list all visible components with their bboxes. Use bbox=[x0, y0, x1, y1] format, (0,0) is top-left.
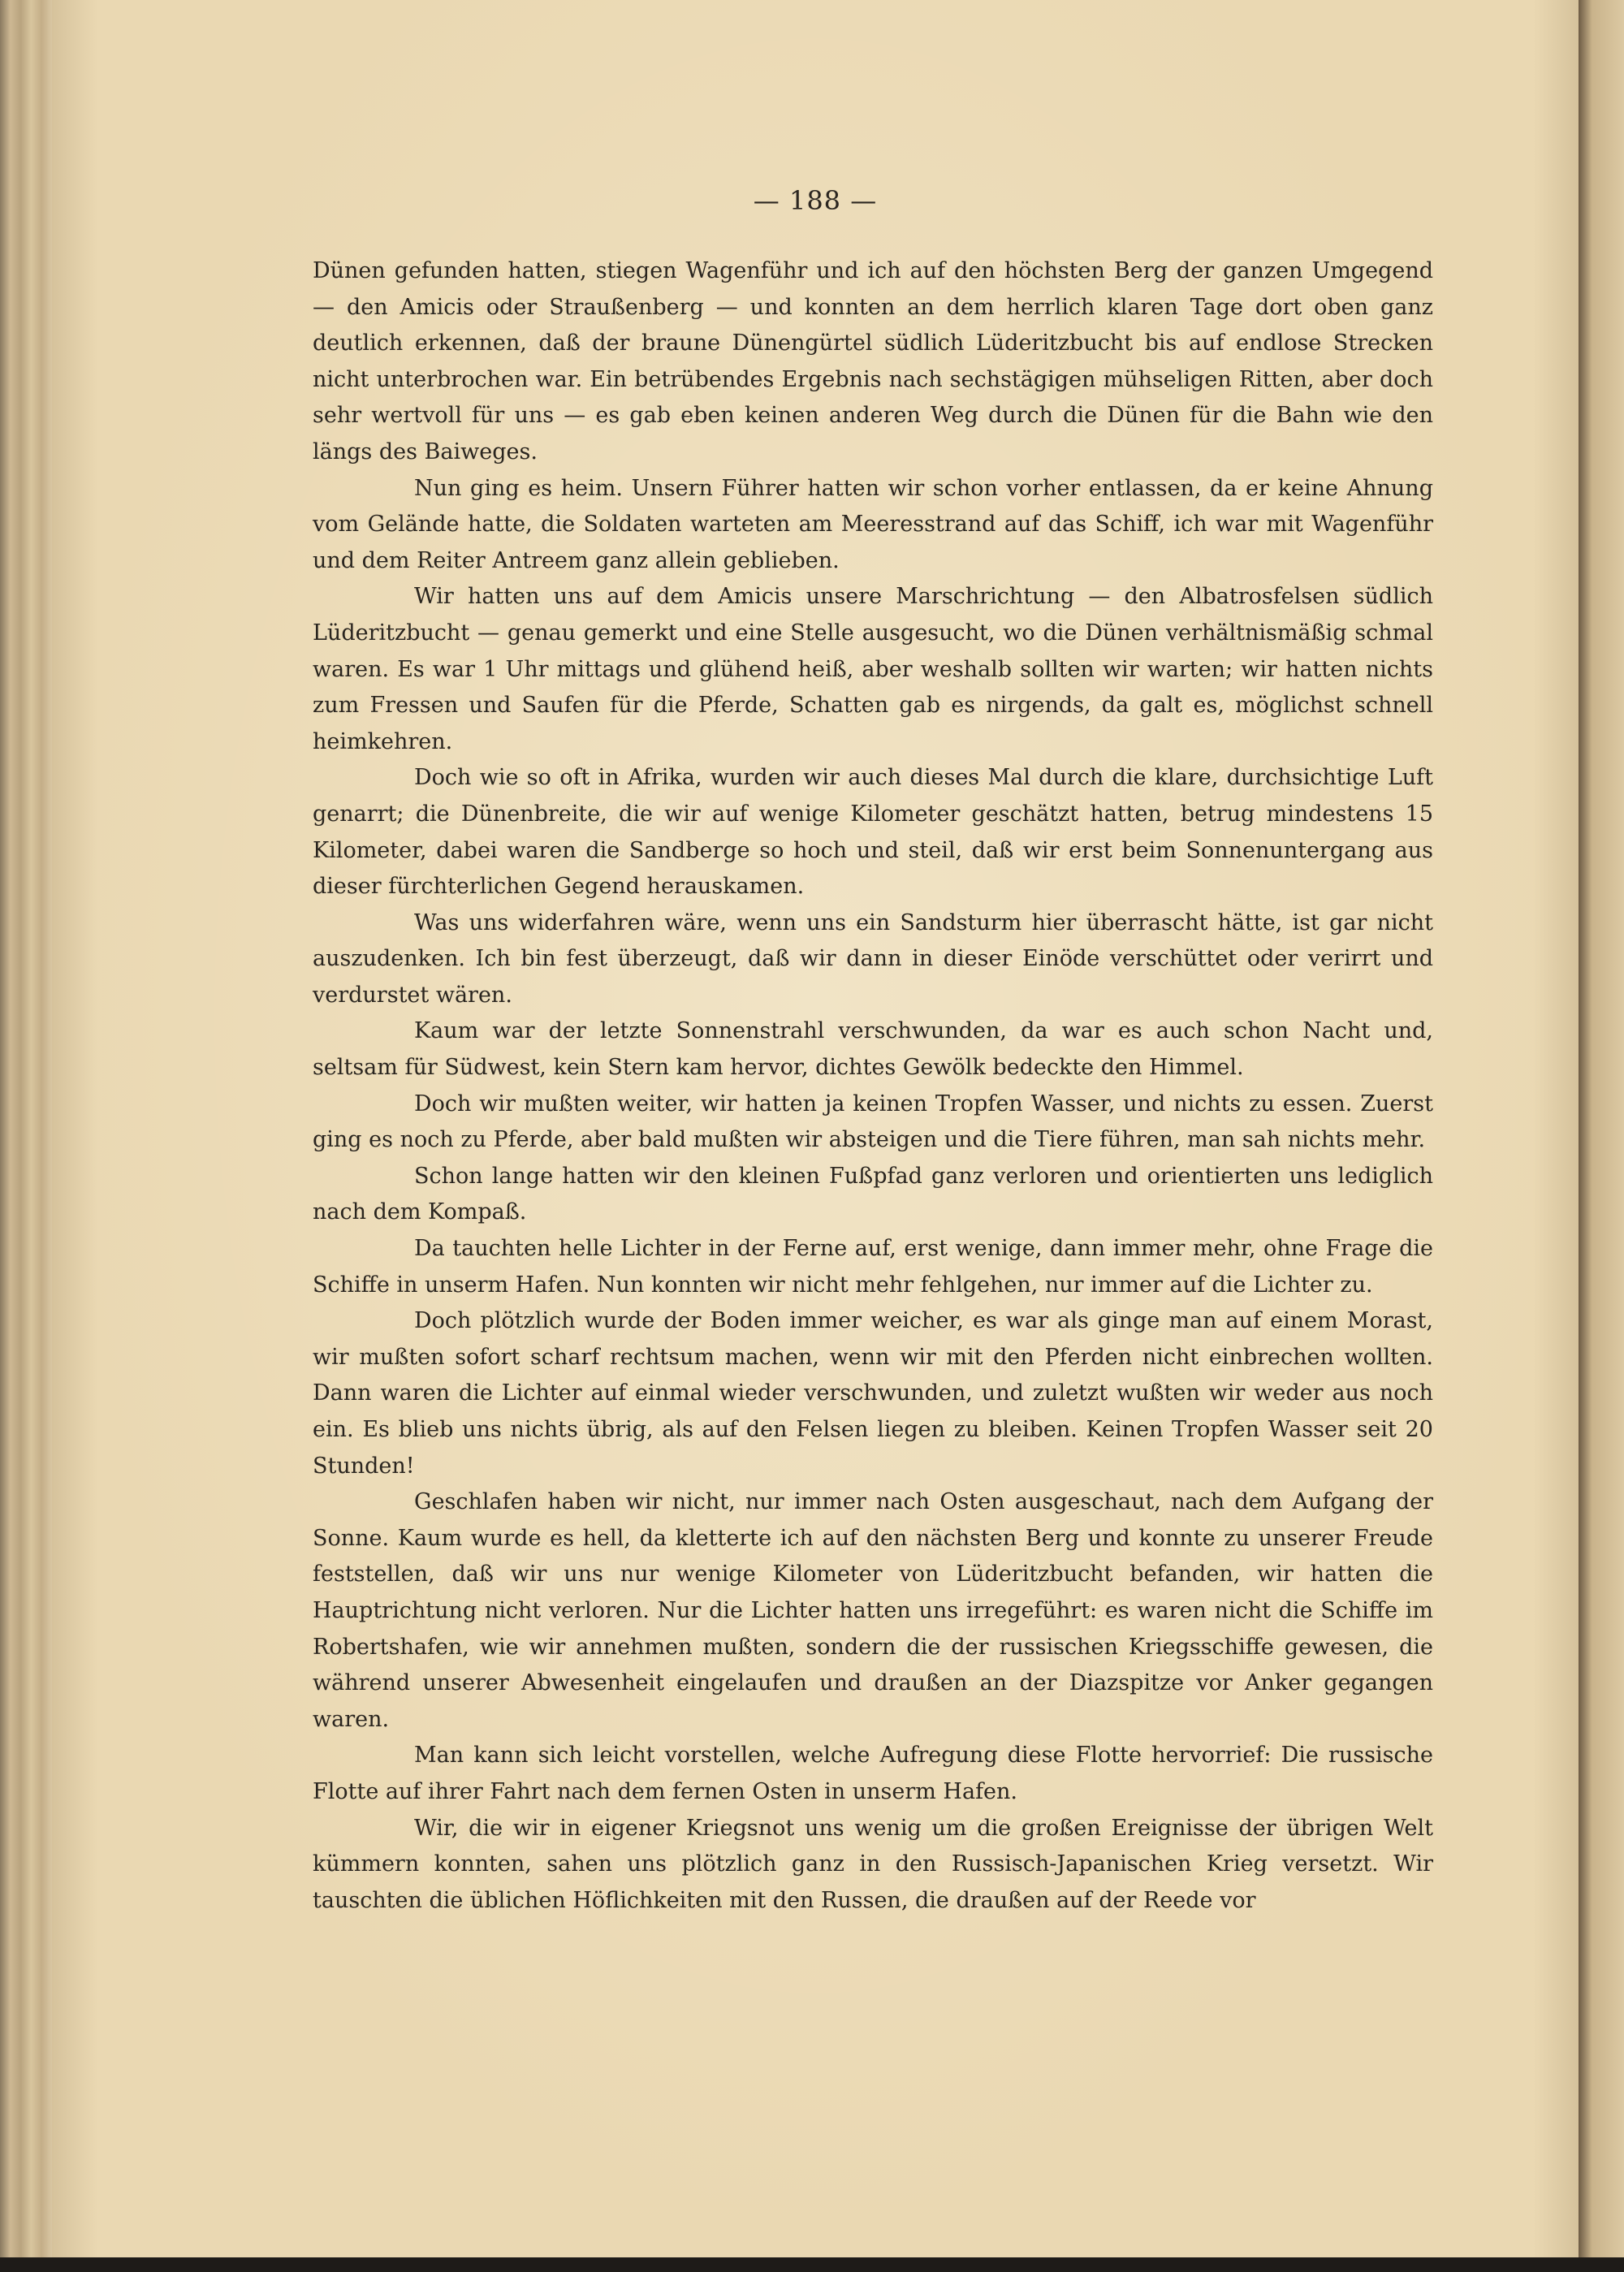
paragraph: Wir hatten uns auf dem Amicis unsere Marschrichtung — den Albatrosfelsen südlich Lüderitzbucht — genau gemerkt und eine Stelle ausgesucht, wo die Dünen verhältnismäßig schmal waren. Es war 1 Uhr mittags und glühend heiß, aber weshalb sollten wir warten; wir hatten nichts zum Fressen und Saufen für die Pferde, Schatten gab es nirgends, da galt es, möglichst schnell heimkehren. bbox=[313, 584, 1433, 754]
paragraph: Dünen gefunden hatten, stiegen Wagenführ und ich auf den höchsten Berg der ganzen Umgegend — den Amicis oder Straußenberg — und konnten an dem herrlich klaren Tage dort oben ganz deutlich erkennen, daß der braune Dünengürtel südlich Lüderitzbucht bis auf endlose Strecken nicht unterbrochen war. Ein betrübendes Ergebnis nach sechstägigen mühseligen Ritten, aber doch sehr wertvoll für uns — es gab eben keinen anderen Weg durch die Dünen für die Bahn wie den längs des Baiweges. bbox=[313, 258, 1433, 464]
scan-bottom-edge bbox=[0, 2257, 1624, 2272]
paragraph: Nun ging es heim. Unsern Führer hatten wir schon vorher entlassen, da er keine Ahnung vom Gelände hatte, die Soldaten warteten am Meeresstrand auf das Schiff, ich war mit Wagenführ und dem Reiter Antreem ganz allein geblieben. bbox=[313, 475, 1433, 573]
body-text bbox=[313, 253, 1433, 1919]
paragraph: Kaum war der letzte Sonnenstrahl verschwunden, da war es auch schon Nacht und, seltsam für Südwest, kein Stern kam hervor, dichtes Gewölk bedeckte den Himmel. bbox=[313, 1018, 1433, 1081]
paragraph: Schon lange hatten wir den kleinen Fußpfad ganz verloren und orientierten uns lediglich nach dem Kompaß. bbox=[313, 1163, 1433, 1225]
book-page-stack-edge bbox=[0, 0, 52, 2272]
paragraph: Doch wir mußten weiter, wir hatten ja keinen Tropfen Wasser, und nichts zu essen. Zuerst ging es noch zu Pferde, aber bald mußten wir absteigen und die Tiere führen, man sah nichts mehr. bbox=[313, 1091, 1433, 1153]
paragraph: Da tauchten helle Lichter in der Ferne auf, erst wenige, dann immer mehr, ohne Frage die Schiffe in unserm Hafen. Nun konnten wir nicht mehr fehlgehen, nur immer auf die Lichter zu. bbox=[313, 1236, 1433, 1298]
paragraph: Wir, die wir in eigener Kriegsnot uns wenig um die großen Ereignisse der übrigen Welt kümmern konnten, sahen uns plötzlich ganz in den Russisch-Japanischen Krieg versetzt. Wir tauschten die üblichen Höflichkeiten mit den Russen, die draußen auf der Reede vor bbox=[313, 1815, 1433, 1913]
paragraph: Doch plötzlich wurde der Boden immer weicher, es war als ginge man auf einem Morast, wir mußten sofort scharf rechtsum machen, wenn wir mit den Pferden nicht einbrechen wollten. Dann waren die Lichter auf einmal wieder verschwunden, und zuletzt wußten wir weder aus noch ein. Es blieb uns nichts übrig, als auf den Felsen liegen zu bleiben. Keinen Tropfen Wasser seit 20 Stunden! bbox=[313, 1308, 1433, 1479]
paragraph: Was uns widerfahren wäre, wenn uns ein Sandsturm hier überrascht hätte, ist gar nicht auszudenken. Ich bin fest überzeugt, daß wir dann in dieser Einöde verschüttet oder verirrt und verdurstet wären. bbox=[313, 909, 1433, 1008]
paragraph: Doch wie so oft in Afrika, wurden wir auch dieses Mal durch die klare, durchsichtige Luft genarrt; die Dünenbreite, die wir auf wenige Kilometer geschätzt hatten, betrug mindestens 15 Kilometer, dabei waren die Sandberge so hoch und steil, daß wir erst beim Sonnenuntergang aus dieser fürchterlichen Gegend herauskamen. bbox=[313, 765, 1433, 900]
page-number: — 188 — bbox=[753, 185, 878, 216]
book-gutter bbox=[1579, 0, 1624, 2272]
paragraph: Man kann sich leicht vorstellen, welche Aufregung diese Flotte hervorrief: Die russische Flotte auf ihrer Fahrt nach dem fernen Osten in unserm Hafen. bbox=[313, 1743, 1433, 1804]
paragraph: Geschlafen haben wir nicht, nur immer nach Osten ausgeschaut, nach dem Aufgang der Sonne. Kaum wurde es hell, da kletterte ich auf den nächsten Berg und konnte zu unserer Freude feststellen, daß wir uns nur wenige Kilometer von Lüderitzbucht befanden, wir hatten die Hauptrichtung nicht verloren. Nur die Lichter hatten uns irregeführt: es waren nicht die Schiffe im Robertshafen, wie wir annehmen mußten, sondern die der russischen Kriegsschiffe gewesen, die während unserer Abwesenheit eingelaufen und draußen an der Diazspitze vor Anker gegangen waren. bbox=[313, 1489, 1433, 1732]
